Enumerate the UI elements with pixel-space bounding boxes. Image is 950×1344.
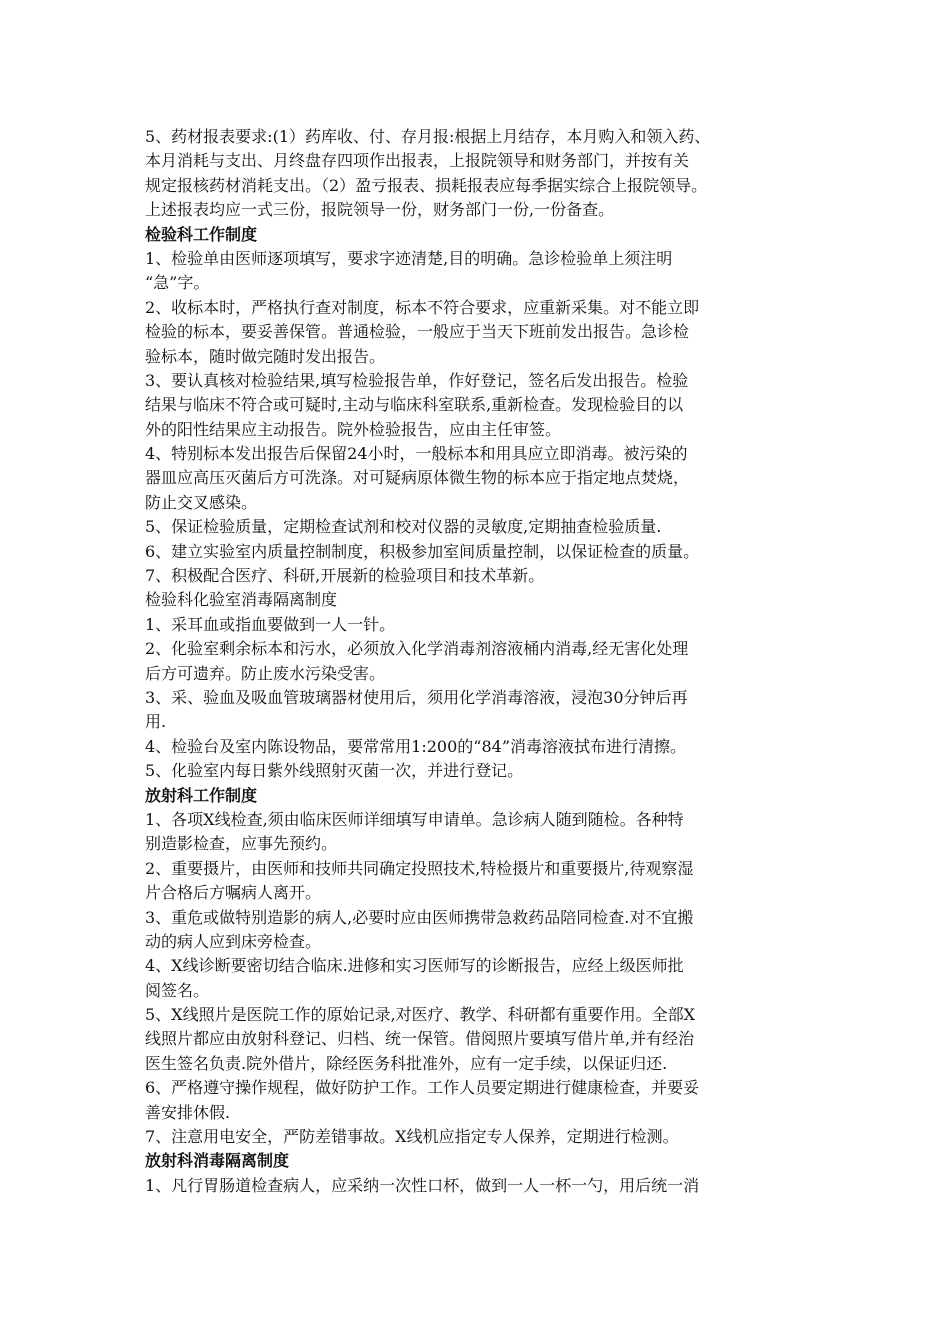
text-line: 1、各项X线检查,须由临床医师详细填写申请单。急诊病人随到随检。各种特 (145, 809, 684, 829)
text-line: 防止交叉感染。 (145, 492, 258, 512)
text-line: 4、特别标本发出报告后保留24小时，一般标本和用具应立即消毒。被污染的 (145, 444, 688, 464)
text-line: 3、要认真核对检验结果,填写检验报告单，作好登记，签名后发出报告。检验 (145, 370, 689, 390)
text-line: “急”字。 (145, 273, 210, 293)
text-line: 5、化验室内每日紫外线照射灭菌一次，并进行登记。 (145, 761, 524, 781)
text-line: 结果与临床不符合或可疑时,主动与临床科室联系,重新检查。发现检验目的以 (145, 395, 684, 415)
text-line: 1、检验单由医师逐项填写，要求字迹清楚,目的明确。急诊检验单上须注明 (145, 248, 673, 268)
text-line: 1、采耳血或指血要做到一人一针。 (145, 614, 396, 634)
text-line: 片合格后方嘱病人离开。 (145, 883, 322, 903)
text-line: 2、重要摄片，由医师和技师共同确定投照技术,特检摄片和重要摄片,待观察湿 (145, 858, 694, 878)
section-heading-lab-work-rules: 检验科工作制度 (145, 224, 258, 244)
text-line: 3、重危或做特别造影的病人,必要时应由医师携带急救药品陪同检查.对不宜搬 (145, 907, 694, 927)
text-line: 动的病人应到床旁检查。 (145, 931, 322, 951)
text-line: 阅签名。 (145, 980, 210, 1000)
text-line: 6、建立实验室内质量控制制度，积极参加室间质量控制，以保证检查的质量。 (145, 541, 700, 561)
section-heading-radiology-disinfection: 放射科消毒隔离制度 (145, 1151, 290, 1171)
text-line: 线照片都应由放射科登记、归档、统一保管。借阅照片要填写借片单,并有经治 (145, 1029, 695, 1049)
text-line: 4、X线诊断要密切结合临床.进修和实习医师写的诊断报告，应经上级医师批 (145, 956, 684, 976)
text-line: 器皿应高压灭菌后方可洗涤。对可疑病原体微生物的标本应于指定地点焚烧， (145, 468, 690, 488)
text-line: 5、保证检验质量，定期检查试剂和校对仪器的灵敏度,定期抽查检验质量. (145, 517, 662, 537)
text-line: 用. (145, 712, 167, 732)
text-line: 外的阳性结果应主动报告。院外检验报告，应由主任审签。 (145, 419, 562, 439)
section-heading-lab-disinfection: 检验科化验室消毒隔离制度 (145, 590, 338, 610)
text-line: 本月消耗与支出、月终盘存四项作出报表，上报院领导和财务部门，并按有关 (145, 151, 690, 171)
text-line: 2、收标本时，严格执行查对制度，标本不符合要求，应重新采集。对不能立即 (145, 297, 700, 317)
text-line: 4、检验台及室内陈设物品，要常常用1:200的“84”消毒溶液拭布进行清擦。 (145, 736, 687, 756)
text-line: 5、X线照片是医院工作的原始记录,对医疗、教学、科研都有重要作用。全部X (145, 1005, 696, 1025)
text-line: 5、药材报表要求:(1）药库收、付、存月报:根据上月结存，本月购入和领入药、 (145, 127, 711, 146)
text-line: 验标本，随时做完随时发出报告。 (145, 346, 386, 366)
text-line: 检验的标本，要妥善保管。普通检验，一般应于当天下班前发出报告。急诊检 (145, 322, 690, 342)
text-line: 7、积极配合医疗、科研,开展新的检验项目和技术革新。 (145, 566, 545, 586)
text-line: 2、化验室剩余标本和污水，必须放入化学消毒剂溶液桶内消毒,经无害化处理 (145, 639, 689, 659)
text-line: 医生签名负责.院外借片，除经医务科批准外，应有一定手续，以保证归还. (145, 1053, 668, 1073)
text-line: 7、注意用电安全，严防差错事故。X线机应指定专人保养，定期进行检测。 (145, 1127, 679, 1147)
text-line: 1、凡行胃肠道检查病人，应采纳一次性口杯，做到一人一杯一勺，用后统一消 (145, 1175, 700, 1195)
text-line: 6、严格遵守操作规程，做好防护工作。工作人员要定期进行健康检查，并要妥 (145, 1078, 700, 1098)
text-line: 上述报表均应一式三份，报院领导一份，财务部门一份,一份备查。 (145, 200, 615, 220)
text-line: 3、采、验血及吸血管玻璃器材使用后，须用化学消毒溶液，浸泡30分钟后再 (145, 687, 688, 707)
text-line: 别造影检查，应事先预约。 (145, 834, 338, 854)
text-line: 善安排休假. (145, 1102, 231, 1122)
text-line: 规定报核药材消耗支出。（2）盈亏报表、损耗报表应每季据实综合上报院领导。 (145, 175, 708, 195)
section-heading-radiology-work-rules: 放射科工作制度 (145, 785, 258, 805)
document-page (145, 125, 835, 1198)
text-line: 后方可遗弃。防止废水污染受害。 (145, 663, 386, 683)
